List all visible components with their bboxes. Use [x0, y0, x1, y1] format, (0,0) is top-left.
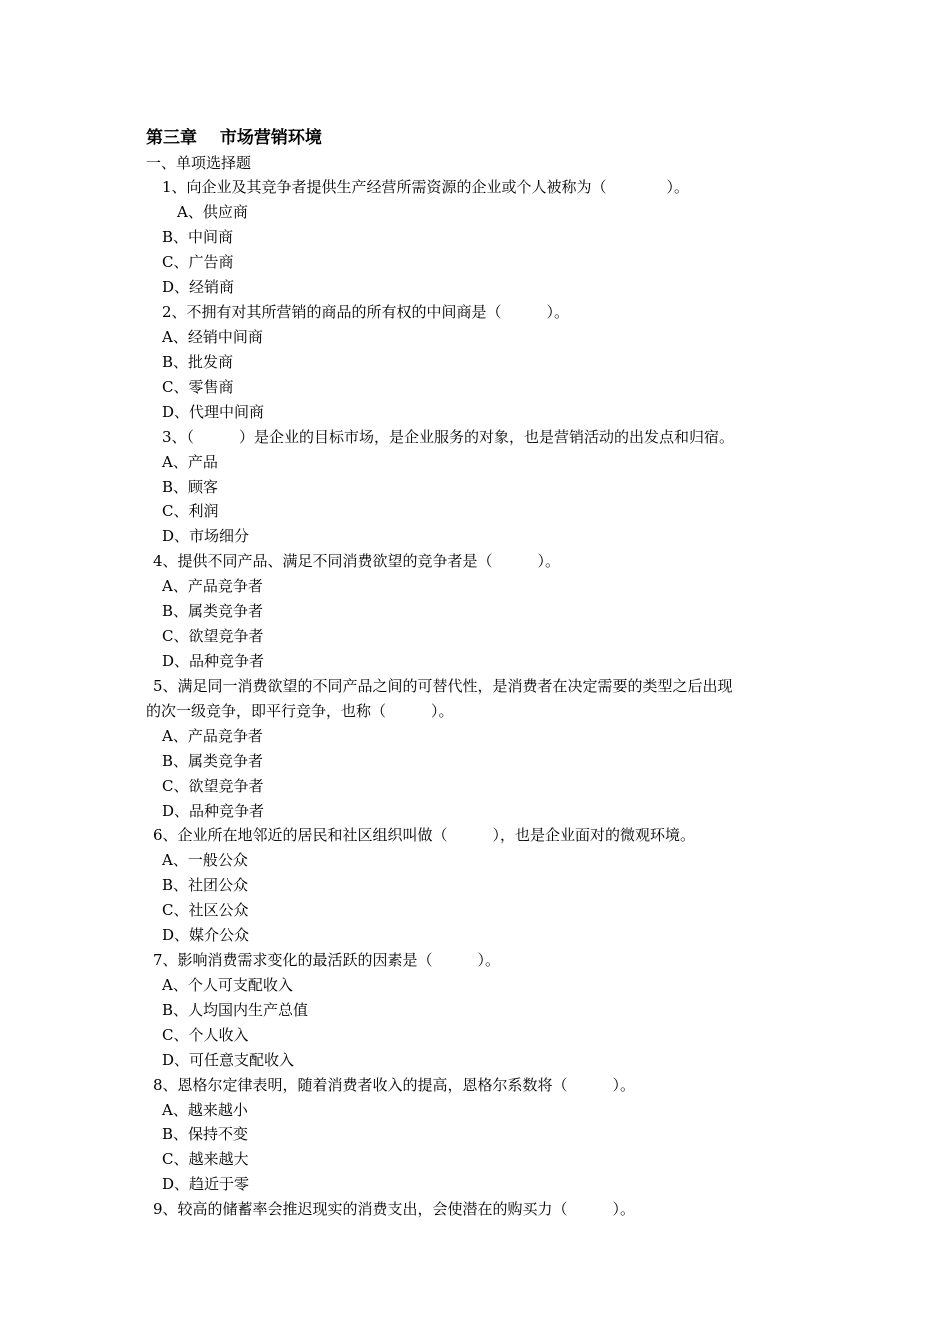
option-6b: B、社团公众 — [162, 876, 249, 894]
question-5: 5、满足同一消费欲望的不同产品之间的可替代性，是消费者在决定需要的类型之后出现 — [153, 677, 733, 695]
option-7b: B、人均国内生产总值 — [162, 1001, 309, 1019]
chapter-title: 第三章 市场营销环境 — [146, 128, 322, 148]
option-6d: D、媒介公众 — [162, 926, 250, 944]
question-5-cont: 的次一级竞争，即平行竞争，也称（ ）。 — [146, 702, 454, 720]
option-7c: C、个人收入 — [162, 1026, 249, 1044]
option-5c: C、欲望竞争者 — [162, 777, 264, 795]
option-6a: A、一般公众 — [162, 851, 248, 869]
option-3d: D、市场细分 — [162, 527, 250, 545]
question-9: 9、较高的储蓄率会推迟现实的消费支出，会使潜在的购买力（ ）。 — [153, 1200, 636, 1218]
option-7d: D、可任意支配收入 — [162, 1051, 295, 1069]
option-3b: B、顾客 — [162, 478, 219, 496]
option-5a: A、产品竞争者 — [162, 727, 263, 745]
option-5b: B、属类竞争者 — [162, 752, 264, 770]
section-heading: 一、单项选择题 — [146, 154, 252, 172]
option-4a: A、产品竞争者 — [162, 577, 263, 595]
option-2a: A、经销中间商 — [162, 328, 263, 346]
option-8b: B、保持不变 — [162, 1125, 249, 1143]
option-6c: C、社区公众 — [162, 901, 249, 919]
question-8: 8、恩格尔定律表明，随着消费者收入的提高，恩格尔系数将（ ）。 — [153, 1076, 636, 1094]
option-3c: C、利润 — [162, 502, 219, 520]
option-1b: B、中间商 — [162, 228, 234, 246]
option-8c: C、越来越大 — [162, 1150, 249, 1168]
question-7: 7、影响消费需求变化的最活跃的因素是（ ）。 — [153, 951, 501, 969]
option-4d: D、品种竞争者 — [162, 652, 265, 670]
question-4: 4、提供不同产品、满足不同消费欲望的竞争者是（ ）。 — [153, 552, 561, 570]
option-1c: C、广告商 — [162, 253, 234, 271]
option-8d: D、趋近于零 — [162, 1175, 250, 1193]
option-2d: D、代理中间商 — [162, 403, 265, 421]
question-2: 2、不拥有对其所营销的商品的所有权的中间商是（ ）。 — [162, 303, 570, 321]
option-2c: C、零售商 — [162, 378, 234, 396]
option-1a: A、供应商 — [177, 203, 248, 221]
option-3a: A、产品 — [162, 453, 218, 471]
option-5d: D、品种竞争者 — [162, 802, 265, 820]
option-8a: A、越来越小 — [162, 1101, 248, 1119]
question-6: 6、企业所在地邻近的居民和社区组织叫做（ ），也是企业面对的微观环境。 — [153, 826, 696, 844]
option-4b: B、属类竞争者 — [162, 602, 264, 620]
option-1d: D、经销商 — [162, 278, 235, 296]
option-7a: A、个人可支配收入 — [162, 976, 293, 994]
option-2b: B、批发商 — [162, 353, 234, 371]
option-4c: C、欲望竞争者 — [162, 627, 264, 645]
question-3: 3、（ ）是企业的目标市场，是企业服务的对象，也是营销活动的出发点和归宿。 — [162, 428, 735, 446]
question-1: 1、向企业及其竞争者提供生产经营所需资源的企业或个人被称为（ ）。 — [162, 178, 690, 196]
